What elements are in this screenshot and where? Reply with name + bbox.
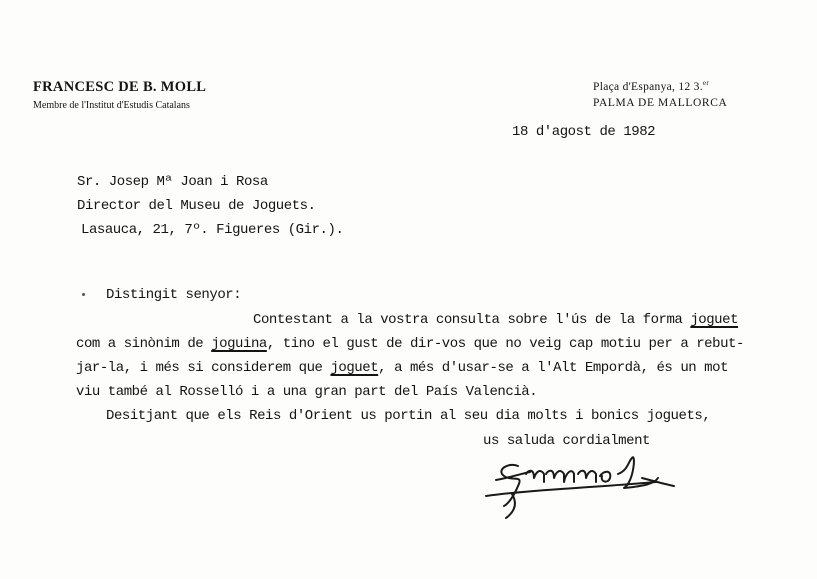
closing: us saluda cordialment bbox=[483, 433, 650, 449]
handwritten-signature bbox=[478, 444, 678, 524]
letterhead-name: FRANCESC DE B. MOLL bbox=[33, 79, 207, 95]
letterhead-address-street: Plaça d'Espanya, 12 3.$^{er}$ bbox=[593, 79, 709, 93]
body-line-5: Desitjant que els Reis d'Orient us portin al seu dia molts i bonics joguets, bbox=[106, 408, 711, 424]
body-line-4: viu també al Rosselló i a una gran part del País Valencià. bbox=[76, 384, 538, 400]
body-line-1: Contestant a la vostra consulta sobre l'ús de la forma joguet bbox=[253, 312, 739, 328]
body-line-3: jar-la, i més si considerem que joguet, a més d'usar-se a l'Alt Empordà, és un mot bbox=[76, 360, 729, 376]
letterhead-address-city: PALMA DE MALLORCA bbox=[593, 97, 728, 109]
underlined-word-joguina: joguina bbox=[211, 336, 267, 352]
underlined-word-joguet: joguet bbox=[690, 312, 739, 328]
salutation: Distingit senyor: bbox=[106, 287, 242, 303]
letter-date: 18 d'agost de 1982 bbox=[512, 124, 656, 140]
underlined-word-joguet: joguet bbox=[330, 360, 379, 376]
margin-mark bbox=[82, 293, 85, 296]
body-line-2: com a sinònim de joguina, tino el gust de dir-vos que no veig cap motiu per a rebut- bbox=[76, 336, 744, 352]
recipient-line-3: Lasauca, 21, 7º. Figueres (Gir.). bbox=[81, 222, 344, 238]
recipient-line-2: Director del Museu de Joguets. bbox=[77, 198, 316, 214]
recipient-line-1: Sr. Josep Mª Joan i Rosa bbox=[77, 174, 268, 190]
letterhead-membership: Membre de l'Institut d'Estudis Catalans bbox=[33, 100, 190, 111]
